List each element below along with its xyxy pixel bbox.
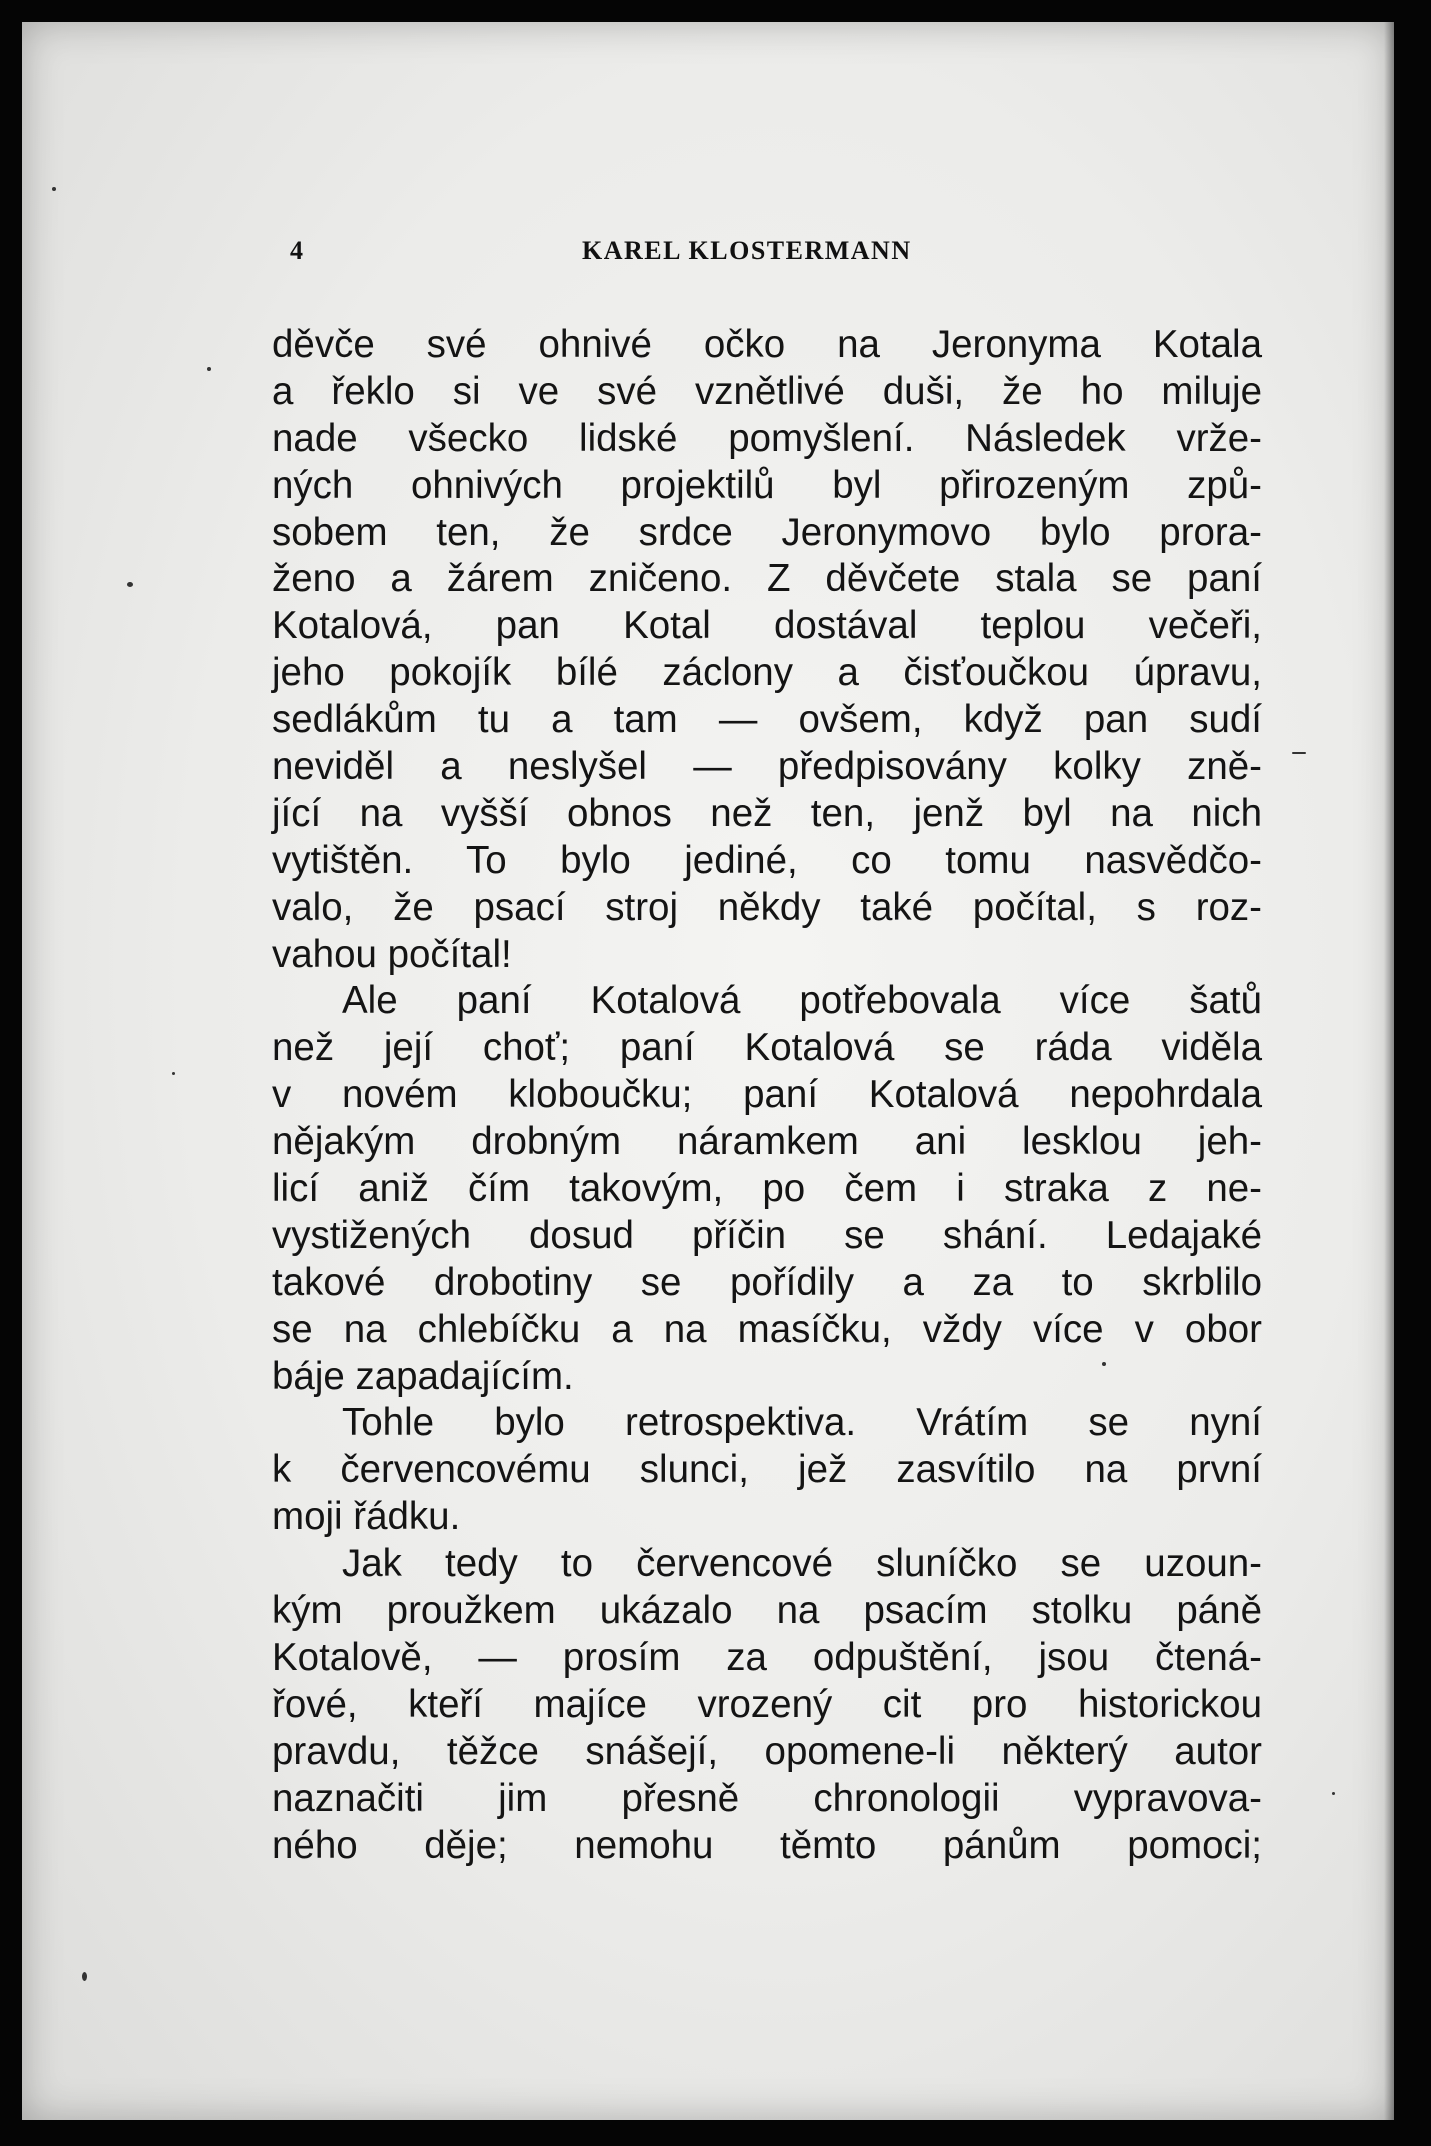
dust-speck bbox=[207, 367, 211, 371]
dust-speck bbox=[82, 1972, 87, 1981]
text-line: jeho pokojík bílé záclony a čisťoučkou úpravu, bbox=[272, 651, 1262, 695]
page-header bbox=[272, 228, 1262, 268]
dust-speck bbox=[1332, 1792, 1335, 1795]
text-line: naznačiti jim přesně chronologii vypravova- bbox=[272, 1776, 1262, 1820]
text-line: vahou počítal! bbox=[272, 932, 512, 976]
text-line: licí aniž čím takovým, po čem i straka z ne- bbox=[272, 1167, 1262, 1211]
body-text bbox=[272, 322, 1262, 1869]
text-line: Jak tedy to červencové sluníčko se uzoun- bbox=[342, 1542, 1262, 1586]
text-line: ného děje; nemohu těmto pánům pomoci; bbox=[272, 1823, 1262, 1867]
text-line: Kotalová, pan Kotal dostával teplou večeři, bbox=[272, 604, 1262, 648]
text-line: Tohle bylo retrospektiva. Vrátím se nyní bbox=[342, 1401, 1262, 1445]
dust-speck bbox=[52, 187, 56, 191]
text-line: nějakým drobným náramkem ani lesklou jeh- bbox=[272, 1120, 1262, 1164]
text-line: sedlákům tu a tam — ovšem, když pan sudí bbox=[272, 698, 1262, 742]
dust-speck bbox=[127, 582, 133, 587]
text-line: nade všecko lidské pomyšlení. Následek vrže- bbox=[272, 416, 1262, 460]
paragraph bbox=[272, 1541, 1262, 1869]
text-line: valo, že psací stroj někdy také počítal, s roz- bbox=[272, 885, 1262, 929]
text-line: se na chlebíčku a na masíčku, vždy více v obor bbox=[272, 1307, 1262, 1351]
text-line: jící na vyšší obnos než ten, jenž byl na nich bbox=[272, 791, 1262, 835]
text-line: ženo a žárem zničeno. Z děvčete stala se paní bbox=[272, 557, 1262, 601]
paragraph bbox=[272, 1400, 1262, 1541]
page-number: 4 bbox=[290, 236, 303, 265]
book-page bbox=[22, 22, 1394, 2120]
paragraph bbox=[272, 978, 1262, 1400]
text-line: děvče své ohnivé očko na Jeronyma Kotala bbox=[272, 323, 1262, 366]
text-line: ných ohnivých projektilů byl přirozeným způ- bbox=[272, 463, 1262, 507]
running-head: KAREL KLOSTERMANN bbox=[582, 236, 912, 265]
dust-speck bbox=[172, 1072, 175, 1075]
text-line: sobem ten, že srdce Jeronymovo bylo prora- bbox=[272, 510, 1262, 554]
paragraph bbox=[272, 322, 1262, 978]
text-line: vytištěn. To bylo jediné, co tomu nasvědčo- bbox=[272, 838, 1262, 882]
dust-speck bbox=[1292, 752, 1306, 754]
text-line: v novém kloboučku; paní Kotalová nepohrdala bbox=[272, 1073, 1262, 1117]
text-line: kým proužkem ukázalo na psacím stolku páně bbox=[272, 1589, 1262, 1633]
text-line: pravdu, těžce snášejí, opomene-li některý autor bbox=[272, 1729, 1262, 1773]
text-line: moji řádku. bbox=[272, 1495, 461, 1539]
text-line: než její choť; paní Kotalová se ráda viděla bbox=[272, 1026, 1262, 1070]
text-line: Ale paní Kotalová potřebovala více šatů bbox=[342, 979, 1262, 1023]
text-line: vystižených dosud příčin se shání. Ledajaké bbox=[272, 1213, 1262, 1257]
page-edge-shadow bbox=[1384, 22, 1394, 2120]
text-line: neviděl a neslyšel — předpisovány kolky zně- bbox=[272, 745, 1262, 789]
text-line: takové drobotiny se pořídily a za to skrblilo bbox=[272, 1260, 1262, 1304]
text-line: k červencovému slunci, jež zasvítilo na první bbox=[272, 1448, 1262, 1492]
text-line: báje zapadajícím. bbox=[272, 1354, 574, 1398]
text-line: řové, kteří majíce vrozený cit pro historickou bbox=[272, 1682, 1262, 1726]
text-line: Kotalově, — prosím za odpuštění, jsou čtená- bbox=[272, 1635, 1262, 1679]
text-line: a řeklo si ve své vznětlivé duši, že ho miluje bbox=[272, 369, 1262, 413]
